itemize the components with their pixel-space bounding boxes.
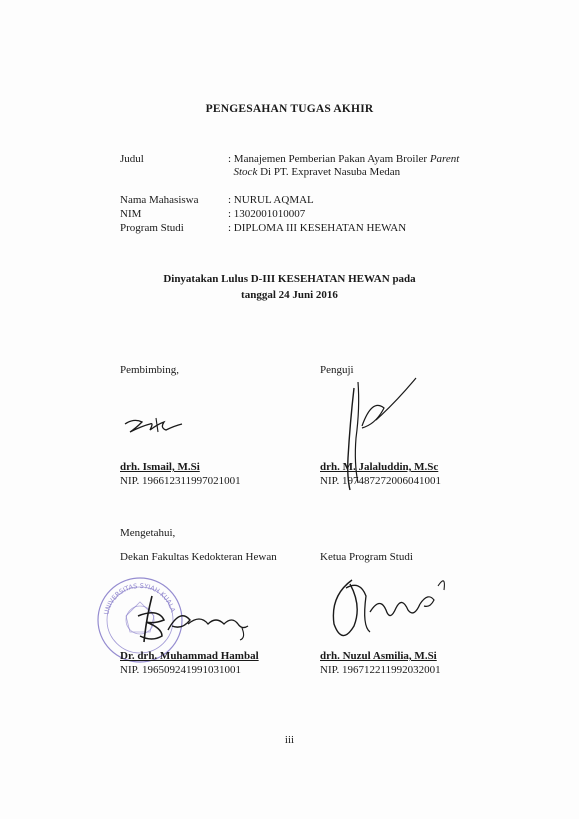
judul-value-text-2: Di PT. Expravet Nasuba Medan xyxy=(257,166,401,178)
declaration-line-1: Dinyatakan Lulus D-III KESEHATAN HEWAN pada xyxy=(163,273,416,285)
penguji-signature xyxy=(336,368,446,498)
dekan-signature xyxy=(128,590,258,650)
nim-label: NIM xyxy=(120,208,142,220)
stamp-text: UNIVERSITAS SYIAH KUALA xyxy=(102,581,177,616)
ketua-name: drh. Nuzul Asmilia, M.Si xyxy=(320,650,437,662)
judul-value-italic-stock: Stock xyxy=(233,166,258,178)
nama-value: : NURUL AQMAL xyxy=(228,194,314,206)
declaration-line-2: tanggal 24 Juni 2016 xyxy=(241,289,338,301)
pembimbing-name: drh. Ismail, M.Si xyxy=(120,461,200,473)
nim-value: : 1302001010007 xyxy=(228,208,306,220)
judul-value-text: : Manajemen Pemberian Pakan Ayam Broiler xyxy=(228,153,430,165)
penguji-nip: NIP. 197487272006041001 xyxy=(320,475,442,487)
page-number: iii xyxy=(284,734,295,746)
nama-label: Nama Mahasiswa xyxy=(120,194,199,206)
mengetahui-label: Mengetahui, xyxy=(120,527,176,539)
dekan-role: Dekan Fakultas Kedokteran Hewan xyxy=(120,551,277,563)
dekan-nip: NIP. 196509241991031001 xyxy=(120,664,242,676)
penguji-name: drh. M. Jalaluddin, M.Sc xyxy=(320,461,439,473)
judul-value-italic-parent: Parent xyxy=(429,153,460,165)
prodi-label: Program Studi xyxy=(120,222,184,234)
ketua-signature xyxy=(320,566,460,652)
dekan-name: Dr. drh. Muhammad Hambal xyxy=(120,650,259,662)
ketua-nip: NIP. 196712211992032001 xyxy=(320,664,441,676)
document-title: PENGESAHAN TUGAS AKHIR xyxy=(205,103,374,115)
prodi-value: : DIPLOMA III KESEHATAN HEWAN xyxy=(228,222,407,234)
pembimbing-role: Pembimbing, xyxy=(120,364,179,376)
pembimbing-nip: NIP. 196612311997021001 xyxy=(120,475,241,487)
judul-label: Judul xyxy=(120,153,144,165)
judul-value xyxy=(228,153,498,179)
penguji-role: Penguji xyxy=(320,364,354,376)
ketua-role: Ketua Program Studi xyxy=(320,551,413,563)
pembimbing-signature xyxy=(120,410,190,440)
